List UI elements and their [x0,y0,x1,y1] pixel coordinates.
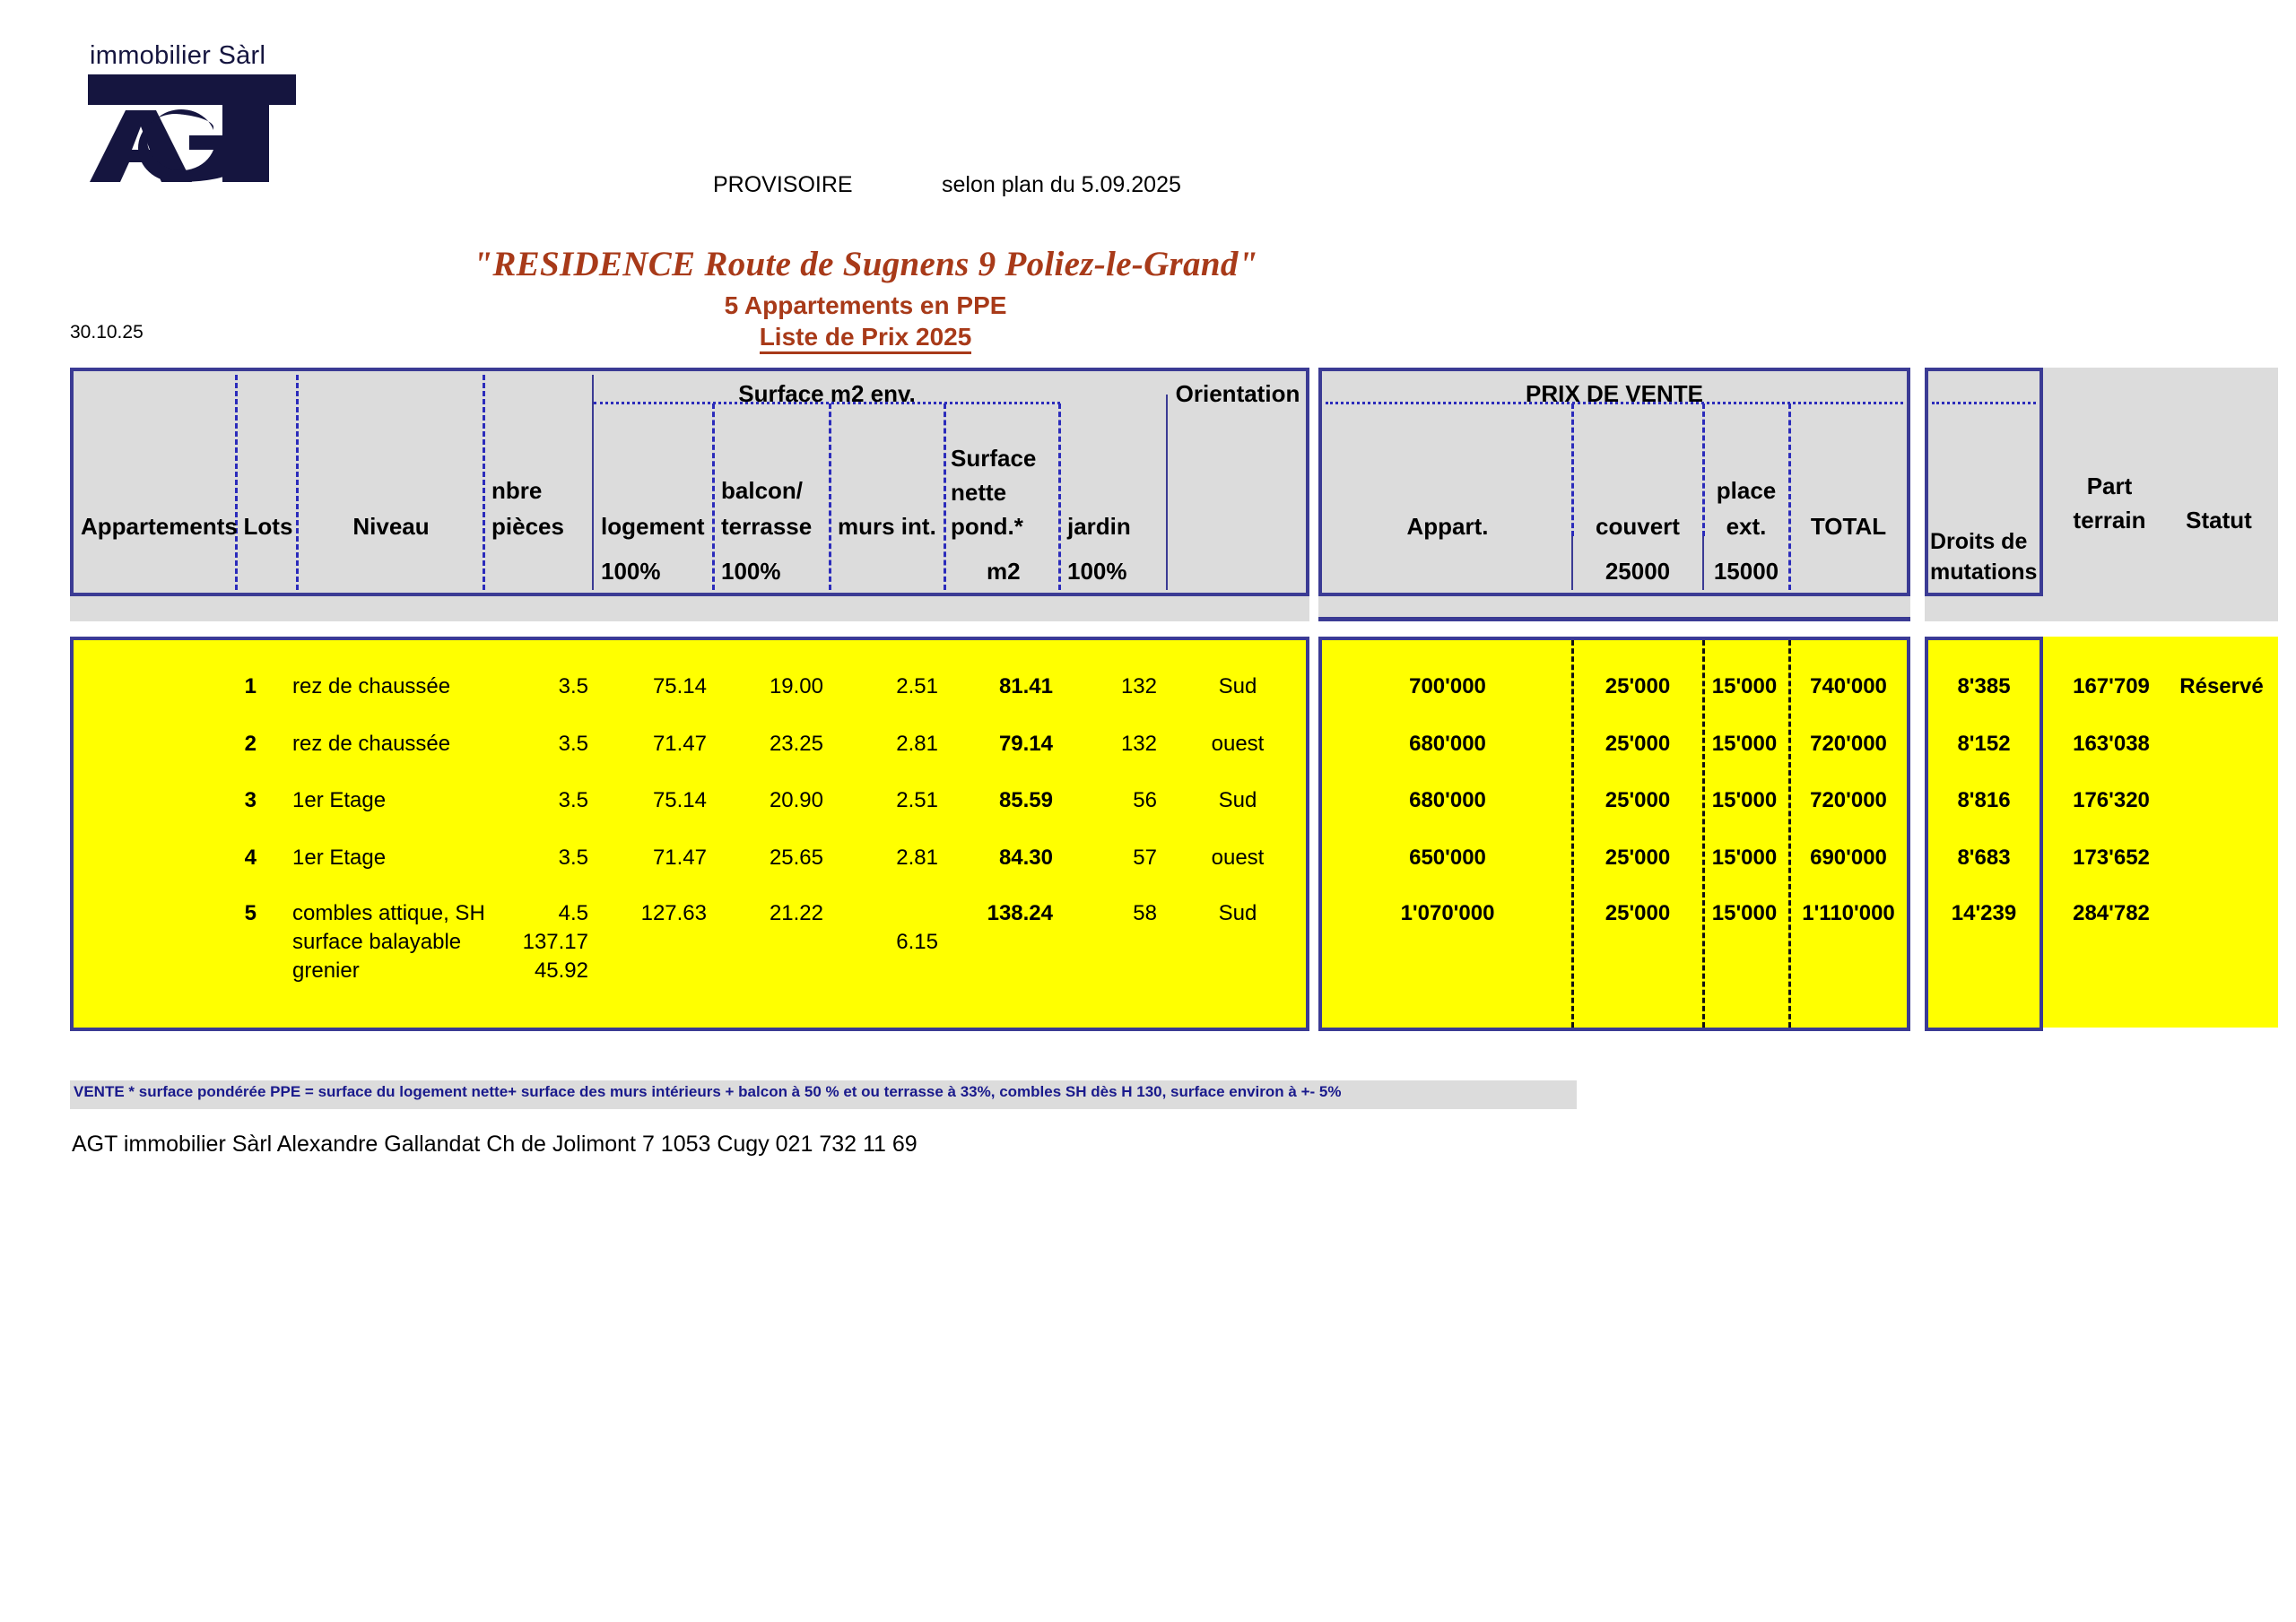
col-divider-nette [1058,403,1061,590]
page-title: "RESIDENCE Route de Sugnens 9 Poliez-le-Grand" [473,245,1258,283]
subheader-couvert-price: 25000 [1605,558,1671,585]
col-header-terrasse: terrasse [721,513,813,540]
col-divider-couvert-solid [1702,536,1704,590]
company-address: AGT immobilier Sàrl Alexandre Gallandat Ch de Jolimont 7 1053 Cugy 021 732 11 69 [72,1132,918,1157]
header-spacer-terrain [2043,596,2278,621]
col-header-logement: logement [601,513,705,540]
sale-note: VENTE * surface pondérée PPE = surface du logement nette+ surface des murs intérieurs + balcon à 50 % et ou terrasse à 33%, combles SH dès H 130, surface environ à +- 5% [74,1083,1342,1100]
col-divider-balcon [829,403,831,590]
provisional-label: PROVISOIRE [713,172,853,197]
col-header-lots: Lots [243,513,293,540]
subheader-logement-pct: 100% [601,558,661,585]
subheader-jardin-pct: 100% [1067,558,1127,585]
document-date: 30.10.25 [70,322,144,343]
col-header-balcon: balcon/ [721,477,804,504]
group-header-surface: Surface m2 env. [738,380,916,407]
subheader-place-ext-price: 15000 [1713,558,1779,585]
col-header-niveau: Niveau [352,513,430,540]
col-header-terrain: terrain [2073,507,2146,533]
col-header-jardin: jardin [1067,513,1131,540]
col-header-appart: Appart. [1406,513,1489,540]
row5-extra-label-2: grenier [292,958,360,983]
row5-extra-murs-1: 6.15 [896,930,938,954]
logo-mark [70,74,296,182]
col-header-statut: Statut [2186,507,2252,533]
subheader-balcon-pct: 100% [721,558,781,585]
prix-bottom-rule [1318,617,1910,621]
subheader-nette-unit: m2 [987,558,1021,585]
col-header-mutations: mutations [1930,559,2038,585]
col-divider-niveau [296,375,299,590]
row5-extra-value-2: 45.92 [534,958,588,983]
col-header-total: TOTAL [1810,513,1887,540]
col-header-surface: Surface [951,445,1037,472]
col-header-murs-int: murs int. [838,513,936,540]
col-divider-place-ext [1788,403,1791,590]
status-badge: Réservé [2179,674,2264,698]
col-divider-appart [1571,403,1574,536]
group-header-prix-de-vente: PRIX DE VENTE [1526,380,1703,407]
col-divider-jardin [1166,395,1168,590]
company-logo [70,43,312,195]
col-header-pond: pond.* [951,513,1023,540]
logo-subtitle: immobilier Sàrl [90,41,266,70]
col-header-couvert: couvert [1596,513,1680,540]
col-header-part: Part [2086,473,2133,499]
col-header-droits: Droits de [1930,529,2028,554]
col-header-place: place [1716,477,1777,504]
col-divider-couvert [1702,403,1705,536]
col-divider-lots [235,375,238,590]
header-spacer-left [70,596,1309,621]
group-header-orientation: Orientation [1175,380,1300,407]
col-divider-logement [712,403,715,590]
col-divider-pieces [483,375,485,590]
col-header-nbre: nbre [491,477,543,504]
price-list-label: Liste de Prix 2025 [0,323,1731,351]
data-divider-appart [1571,640,1574,1028]
plan-date-label: selon plan du 5.09.2025 [942,172,1181,197]
data-divider-place-ext [1788,640,1791,1028]
col-header-appartements: Appartements [81,513,238,540]
page-subtitle: 5 Appartements en PPE [724,291,1007,319]
droits-underline [1932,402,2036,404]
col-divider-appart-solid [1571,536,1573,590]
col-divider-murs [944,403,946,590]
header-spacer-droits [1925,596,2043,621]
col-header-pieces: pièces [491,513,564,540]
col-header-place-ext: ext. [1726,513,1767,540]
col-header-nette: nette [951,479,1007,506]
row5-extra-value-1: 137.17 [522,930,588,954]
row5-extra-label-1: surface balayable [292,930,462,954]
